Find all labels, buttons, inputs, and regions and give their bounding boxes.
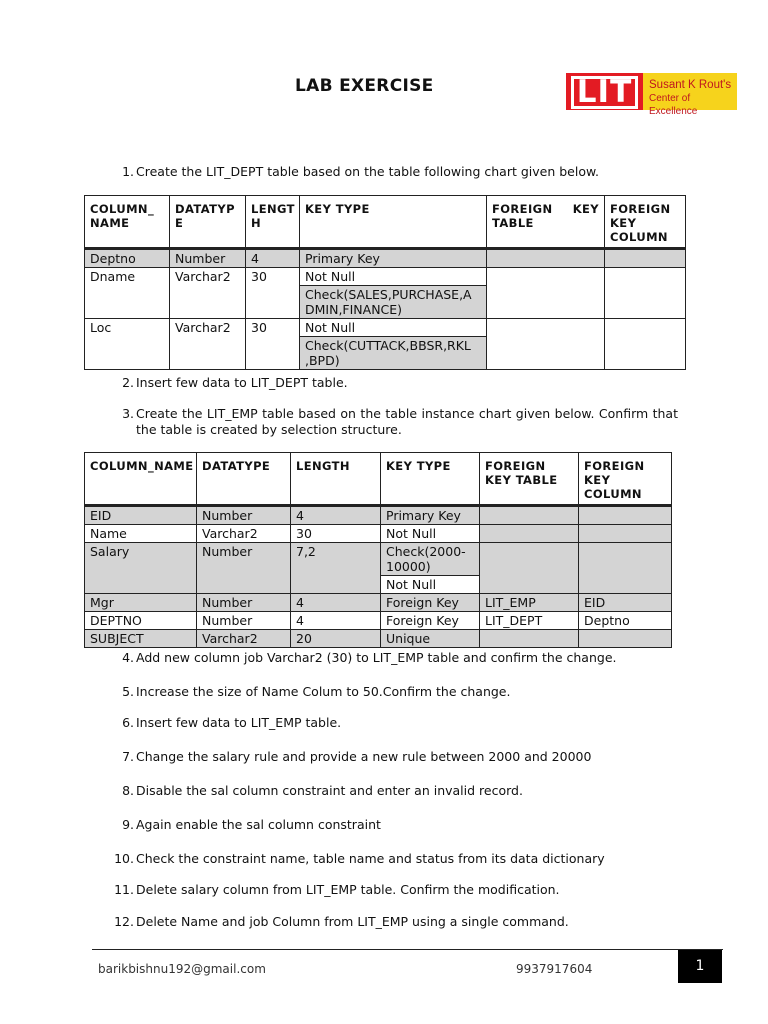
table-cell: Number — [170, 249, 246, 268]
table-cell — [480, 630, 579, 648]
table-cell: Mgr — [85, 594, 197, 612]
table-cell — [579, 630, 672, 648]
table-cell — [487, 268, 605, 319]
table-cell: Not Null — [381, 525, 480, 543]
dept-table — [84, 195, 686, 370]
table-cell — [579, 525, 672, 543]
emp-table — [84, 452, 672, 648]
table-cell: DEPTNO — [85, 612, 197, 630]
emp-header-cell: FOREIGN KEY TABLE — [480, 453, 579, 506]
dept-header-cell: KEY TYPE — [300, 196, 487, 249]
logo-text — [643, 73, 737, 117]
table-cell: Salary — [85, 543, 197, 594]
table-cell: LIT_EMP — [480, 594, 579, 612]
table-row — [85, 525, 672, 543]
table-cell: Varchar2 — [170, 319, 246, 370]
table-cell: Deptno — [579, 612, 672, 630]
table-cell: 30 — [246, 268, 300, 319]
table-cell: 7,2 — [291, 543, 381, 594]
table-cell — [579, 506, 672, 525]
table-cell: Foreign Key — [381, 612, 480, 630]
table-cell — [605, 268, 686, 319]
table-cell — [480, 525, 579, 543]
footer-divider — [92, 949, 723, 950]
logo-line1: Susant K Rout's — [649, 79, 732, 91]
table-cell: Primary Key — [381, 506, 480, 525]
table-cell: EID — [579, 594, 672, 612]
table-row — [85, 506, 672, 525]
table-cell: 4 — [291, 612, 381, 630]
table-cell — [579, 543, 672, 594]
table-row — [85, 249, 686, 268]
table-row — [85, 319, 686, 337]
footer-phone: 9937917604 — [516, 962, 593, 976]
footer-email: barikbishnu192@gmail.com — [98, 962, 266, 976]
table-row — [85, 612, 672, 630]
table-cell: Number — [197, 543, 291, 594]
table-cell: Loc — [85, 319, 170, 370]
table-cell — [480, 506, 579, 525]
table-cell: Dname — [85, 268, 170, 319]
table-cell: LIT_DEPT — [480, 612, 579, 630]
emp-header-cell: KEY TYPE — [381, 453, 480, 506]
table-cell: Varchar2 — [197, 525, 291, 543]
table-cell: Not Null — [300, 268, 487, 286]
table-cell: EID — [85, 506, 197, 525]
table-cell: Not Null — [300, 319, 487, 337]
table-cell — [480, 543, 579, 594]
page-title: LAB EXERCISE — [295, 76, 434, 96]
table-cell: Check(CUTTACK,BBSR,RKL ,BPD) — [300, 337, 487, 370]
dept-header-cell: FOREIGN KEY TABLE — [487, 196, 605, 249]
table-cell: Name — [85, 525, 197, 543]
page-number: 1 — [678, 950, 722, 983]
logo-mark: LIT — [566, 73, 643, 110]
table-cell: Primary Key — [300, 249, 487, 268]
emp-header-cell: LENGTH — [291, 453, 381, 506]
emp-header-cell: DATATYPE — [197, 453, 291, 506]
emp-header-cell: FOREIGN KEY COLUMN — [579, 453, 672, 506]
dept-header-cell: FOREIGN KEY COLUMN — [605, 196, 686, 249]
table-cell: Check(SALES,PURCHASE,A DMIN,FINANCE) — [300, 286, 487, 319]
table-cell: Deptno — [85, 249, 170, 268]
table-cell: Varchar2 — [197, 630, 291, 648]
table-cell: Unique — [381, 630, 480, 648]
table-cell: 4 — [246, 249, 300, 268]
table-cell: 4 — [291, 594, 381, 612]
table-cell — [487, 319, 605, 370]
dept-header-cell: DATATYP E — [170, 196, 246, 249]
table-cell: Varchar2 — [170, 268, 246, 319]
table-cell: 30 — [291, 525, 381, 543]
table-cell: Number — [197, 594, 291, 612]
dept-header-cell: COLUMN_ NAME — [85, 196, 170, 249]
table-cell: Foreign Key — [381, 594, 480, 612]
logo-line2: Center of Excellence — [649, 93, 698, 117]
table-row — [85, 268, 686, 286]
table-cell — [605, 319, 686, 370]
table-cell — [487, 249, 605, 268]
table-cell: SUBJECT — [85, 630, 197, 648]
table-cell: 30 — [246, 319, 300, 370]
table-row — [85, 594, 672, 612]
table-cell: 20 — [291, 630, 381, 648]
table-cell — [605, 249, 686, 268]
lit-logo — [566, 73, 737, 117]
table-row — [85, 630, 672, 648]
table-row — [85, 543, 672, 576]
table-cell: 4 — [291, 506, 381, 525]
table-cell: Not Null — [381, 576, 480, 594]
table-cell: Check(2000- 10000) — [381, 543, 480, 576]
emp-header-cell: COLUMN_NAME — [85, 453, 197, 506]
dept-header-cell: LENGT H — [246, 196, 300, 249]
table-cell: Number — [197, 612, 291, 630]
table-cell: Number — [197, 506, 291, 525]
